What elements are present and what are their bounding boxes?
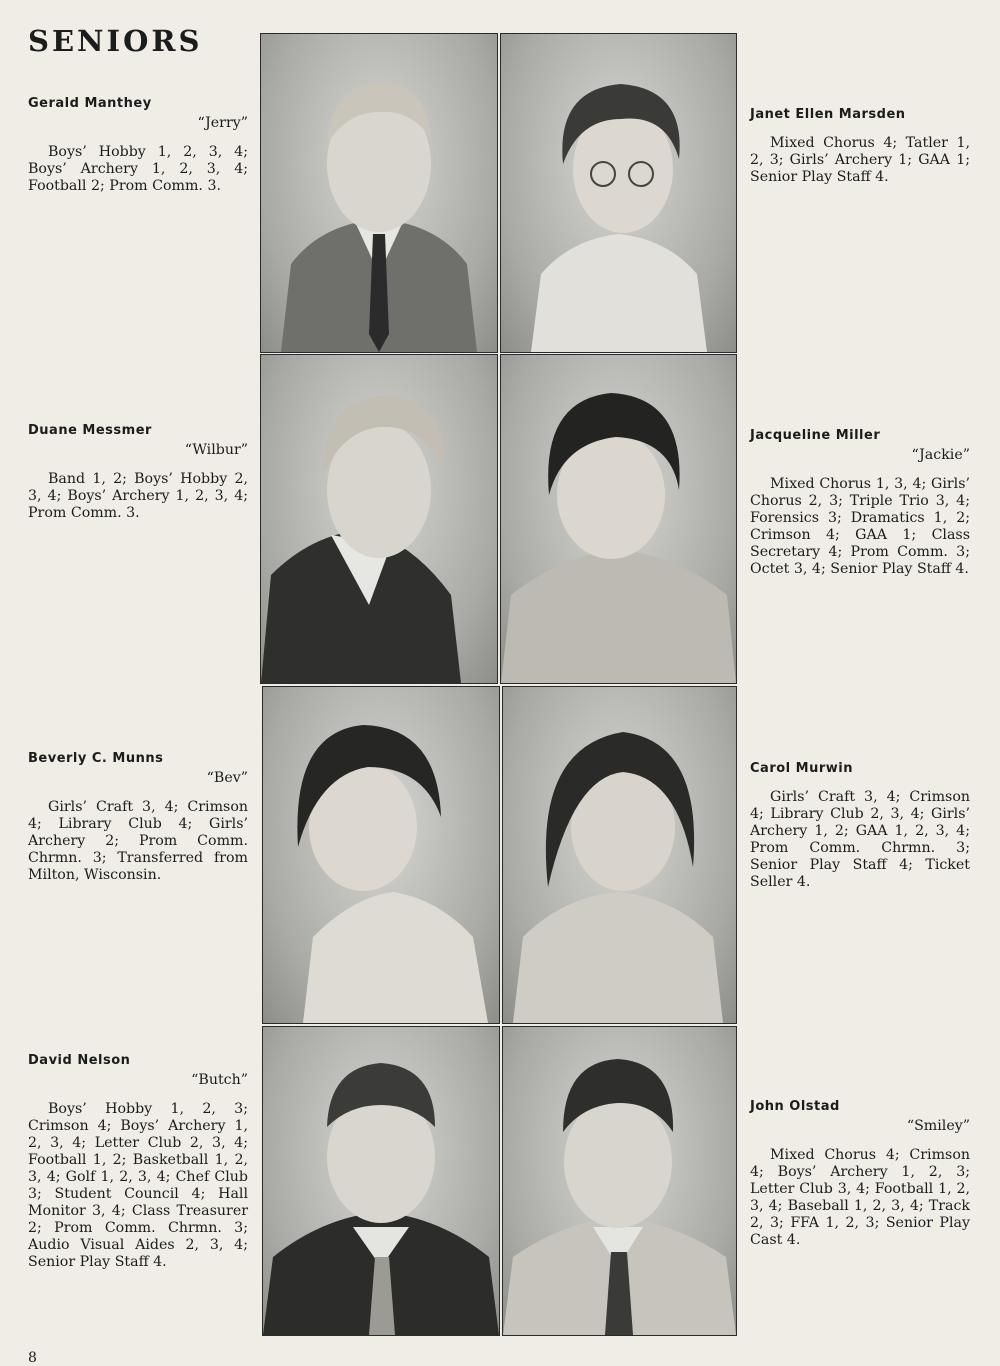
student-bio-janet-marsden <box>750 106 970 186</box>
student-activities: Mixed Chorus 1, 3, 4; Girls’ Chorus 2, 3; Triple Trio 3, 4; Forensics 3; Dramatics 1, 2; Crimson 4; GAA 1; Class Secretary 4; Prom Comm. 3; Octet 3, 4; Senior Play Staff 4. <box>750 476 970 577</box>
student-activities: Band 1, 2; Boys’ Hobby 2, 3, 4; Boys’ Archery 1, 2, 3, 4; Prom Comm. 3. <box>28 471 248 521</box>
student-bio-duane-messmer <box>28 422 248 522</box>
student-nickname: “Jerry” <box>197 115 248 131</box>
student-nickname: “Butch” <box>191 1072 248 1088</box>
student-name: Carol Murwin <box>750 761 853 776</box>
student-name: John Olstad <box>750 1099 840 1114</box>
portrait-photo-john-olstad <box>502 1026 737 1336</box>
student-activities: Boys’ Hobby 1, 2, 3, 4; Boys’ Archery 1, 2, 3, 4; Football 2; Prom Comm. 3. <box>28 144 248 194</box>
portrait-photo-gerald-manthey <box>260 33 498 353</box>
portrait-photo-janet-marsden <box>500 33 737 353</box>
student-bio-gerald-manthey <box>28 95 248 195</box>
student-name: Beverly C. Munns <box>28 751 164 766</box>
student-bio-beverly-munns <box>28 750 248 884</box>
student-name: Gerald Manthey <box>28 96 152 111</box>
student-nickname: “Smiley” <box>906 1118 970 1134</box>
student-nickname: “Jackie” <box>911 447 970 463</box>
student-activities: Girls’ Craft 3, 4; Crimson 4; Library Club 4; Girls’ Archery 2; Prom Comm. Chrmn. 3; Transferred from Milton, Wisconsin. <box>28 799 248 883</box>
student-nickname: “Wilbur” <box>184 442 248 458</box>
portrait-photo-beverly-munns <box>262 686 500 1024</box>
page-heading: SENIORS <box>28 24 203 58</box>
student-activities: Mixed Chorus 4; Tatler 1, 2, 3; Girls’ Archery 1; GAA 1; Senior Play Staff 4. <box>750 135 970 185</box>
student-activities: Boys’ Hobby 1, 2, 3; Crimson 4; Boys’ Archery 1, 2, 3, 4; Letter Club 2, 3, 4; Football 1, 2; Basketball 1, 2, 3, 4; Golf 1, 2, 3, 4; Chef Club 3; Student Council 4; Hall Monitor 3, 4; Class Treasurer 2; Prom Comm. Chrmn. 3; Audio Visual Aides 2, 3, 4; Senior Play Staff 4. <box>28 1101 248 1270</box>
student-bio-david-nelson <box>28 1052 248 1271</box>
student-activities: Girls’ Craft 3, 4; Crimson 4; Library Club 2, 3, 4; Girls’ Archery 1, 2; GAA 1, 2, 3, 4; Prom Comm. Chrmn. 3; Senior Play Staff 4; Ticket Seller 4. <box>750 789 970 890</box>
student-name: Duane Messmer <box>28 423 152 438</box>
portrait-photo-david-nelson <box>262 1026 500 1336</box>
student-name: Janet Ellen Marsden <box>750 107 906 122</box>
portrait-photo-duane-messmer <box>260 354 498 684</box>
student-bio-john-olstad <box>750 1098 970 1249</box>
student-activities: Mixed Chorus 4; Crimson 4; Boys’ Archery 1, 2, 3; Letter Club 3, 4; Football 1, 2, 3, 4; Baseball 1, 2, 3, 4; Track 2, 3; FFA 1, 2, 3; Senior Play Cast 4. <box>750 1147 970 1248</box>
student-name: David Nelson <box>28 1053 131 1068</box>
portrait-photo-carol-murwin <box>502 686 737 1024</box>
page-number: 8 <box>28 1350 37 1366</box>
student-nickname: “Bev” <box>206 770 248 786</box>
student-name: Jacqueline Miller <box>750 428 881 443</box>
portrait-photo-jacqueline-miller <box>500 354 737 684</box>
student-bio-carol-murwin <box>750 760 970 891</box>
student-bio-jacqueline-miller <box>750 427 970 578</box>
